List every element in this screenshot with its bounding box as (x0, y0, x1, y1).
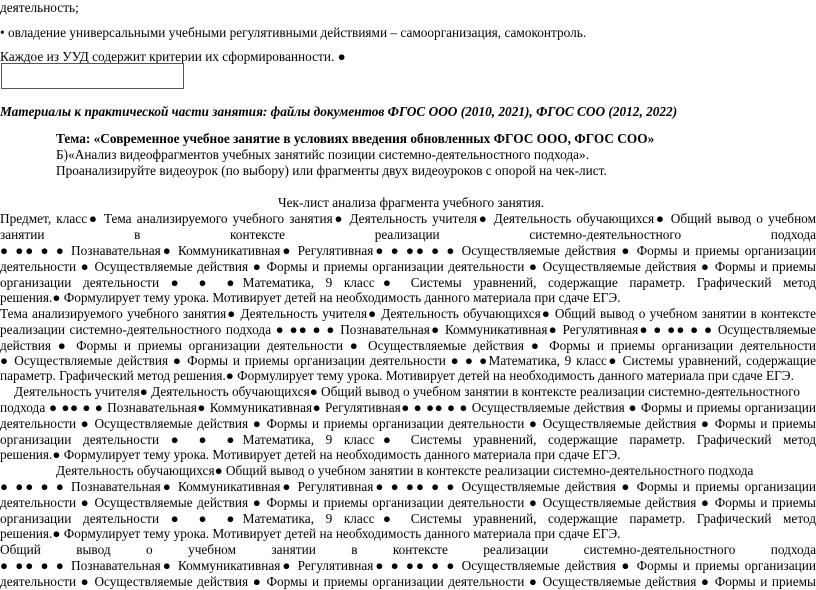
empty-text-box (1, 63, 184, 89)
body-line: деятельности ● Осуществляемые действия ● Формы и приемы организации деятельности ● Осуществляемые действия ● Формы и приемы (0, 574, 816, 589)
topic-line-b: Б)«Анализ видеофрагментов учебных занятийс позиции системно-деятельностного подхода». (56, 147, 590, 162)
body-line: решения.● Формулирует тему урока. Мотивирует детей на необходимость данного материала при сдаче ЕГЭ. (0, 526, 621, 541)
top-line-1: деятельность; (0, 0, 79, 15)
topic-title: Тема: «Современное учебное занятие в условиях введения обновленных ФГОС ООО, ФГОС СОО» (56, 131, 655, 146)
body-line: Тема анализируемого учебного занятия● Деятельность учителя● Деятельность обучающихся● Общий вывод о учебном занятии в контексте (0, 306, 816, 321)
body-line: решения.● Формулирует тему урока. Мотивирует детей на необходимость данного материала при сдаче ЕГЭ. (0, 447, 621, 462)
body-line: Деятельность учителя● Деятельность обучающихся● Общий вывод о учебном занятии в контексте реализации системно-деятельностного (14, 384, 800, 399)
topic-task: Проанализируйте видеоурок (по выбору) или фрагменты двух видеоуроков с опорой на чек-лист. (56, 163, 607, 178)
top-line-2: • овладение универсальными учебными регулятивными действиями – самоорганизация, самоконтроль. (0, 25, 587, 40)
body-line: занятии в контексте реализации системно-деятельностного подхода (0, 227, 816, 242)
body-line: решения.● Формулирует тему урока. Мотивирует детей на необходимость данного материала при сдаче ЕГЭ. (0, 290, 621, 305)
body-line: Общий вывод о учебном занятии в контексте реализации системно-деятельностного подхода (0, 542, 816, 557)
body-line: организации деятельности ● ● ●Математика, 9 класс● Системы уравнений, содержащие параметр. Графический метод (0, 275, 816, 290)
body-line: деятельности ● Осуществляемые действия ● Формы и приемы организации деятельности ● Осуществляемые действия ● Формы и приемы (0, 259, 816, 274)
body-line: ● Осуществляемые действия ● Формы и приемы организации деятельности ● ● ●Математика, 9 класс● Системы уравнений, содержащие (0, 353, 816, 368)
body-line: деятельности ● Осуществляемые действия ● Формы и приемы организации деятельности ● Осуществляемые действия ● Формы и приемы (0, 416, 816, 431)
top-line-3: Каждое из УУД содержит критерии их сформированности. ● (0, 49, 346, 64)
body-line: Деятельность обучающихся● Общий вывод о учебном занятии в контексте реализации системно-деятельностного подхода (56, 463, 754, 478)
checklist-title: Чек-лист анализа фрагмента учебного занятия. (278, 195, 545, 210)
body-line: реализации системно-деятельностного подхода ● ●● ● ● Познавательная● Коммуникативная● Регулятивная● ● ●● ● ● Осуществляемые (0, 322, 816, 337)
materials-heading: Материалы к практической части занятия: файлы документов ФГОС ООО (2010, 2021), ФГОС СОО (2012, 2022) (0, 104, 678, 119)
body-line: ● ●● ● ● Познавательная● Коммуникативная● Регулятивная● ● ●● ● ● Осуществляемые действия ● Формы и приемы организации (0, 558, 816, 573)
body-line: действия ● Формы и приемы организации деятельности ● Осуществляемые действия ● Формы и приемы организации деятельности (0, 338, 816, 353)
body-line: организации деятельности ● ● ●Математика, 9 класс● Системы уравнений, содержащие параметр. Графический метод (0, 511, 816, 526)
body-line: ● ●● ● ● Познавательная● Коммуникативная● Регулятивная● ● ●● ● ● Осуществляемые действия ● Формы и приемы организации (0, 479, 816, 494)
body-line: деятельности ● Осуществляемые действия ● Формы и приемы организации деятельности ● Осуществляемые действия ● Формы и приемы (0, 495, 816, 510)
body-line: ● ●● ● ● Познавательная● Коммуникативная● Регулятивная● ● ●● ● ● Осуществляемые действия ● Формы и приемы организации (0, 243, 816, 258)
body-line: организации деятельности ● ● ●Математика, 9 класс● Системы уравнений, содержащие параметр. Графический метод (0, 432, 816, 447)
body-line: параметр. Графический метод решения.● Формулирует тему урока. Мотивирует детей на необходимость данного материала при сдаче ЕГЭ. (0, 368, 794, 383)
body-line: подхода ● ●● ● ● Познавательная● Коммуникативная● Регулятивная● ● ●● ● ● Осуществляемые действия ● Формы и приемы организации (0, 400, 816, 415)
body-line: Предмет, класс● Тема анализируемого учебного занятия● Деятельность учителя● Деятельность обучающихся● Общий вывод о учебном (0, 211, 816, 226)
